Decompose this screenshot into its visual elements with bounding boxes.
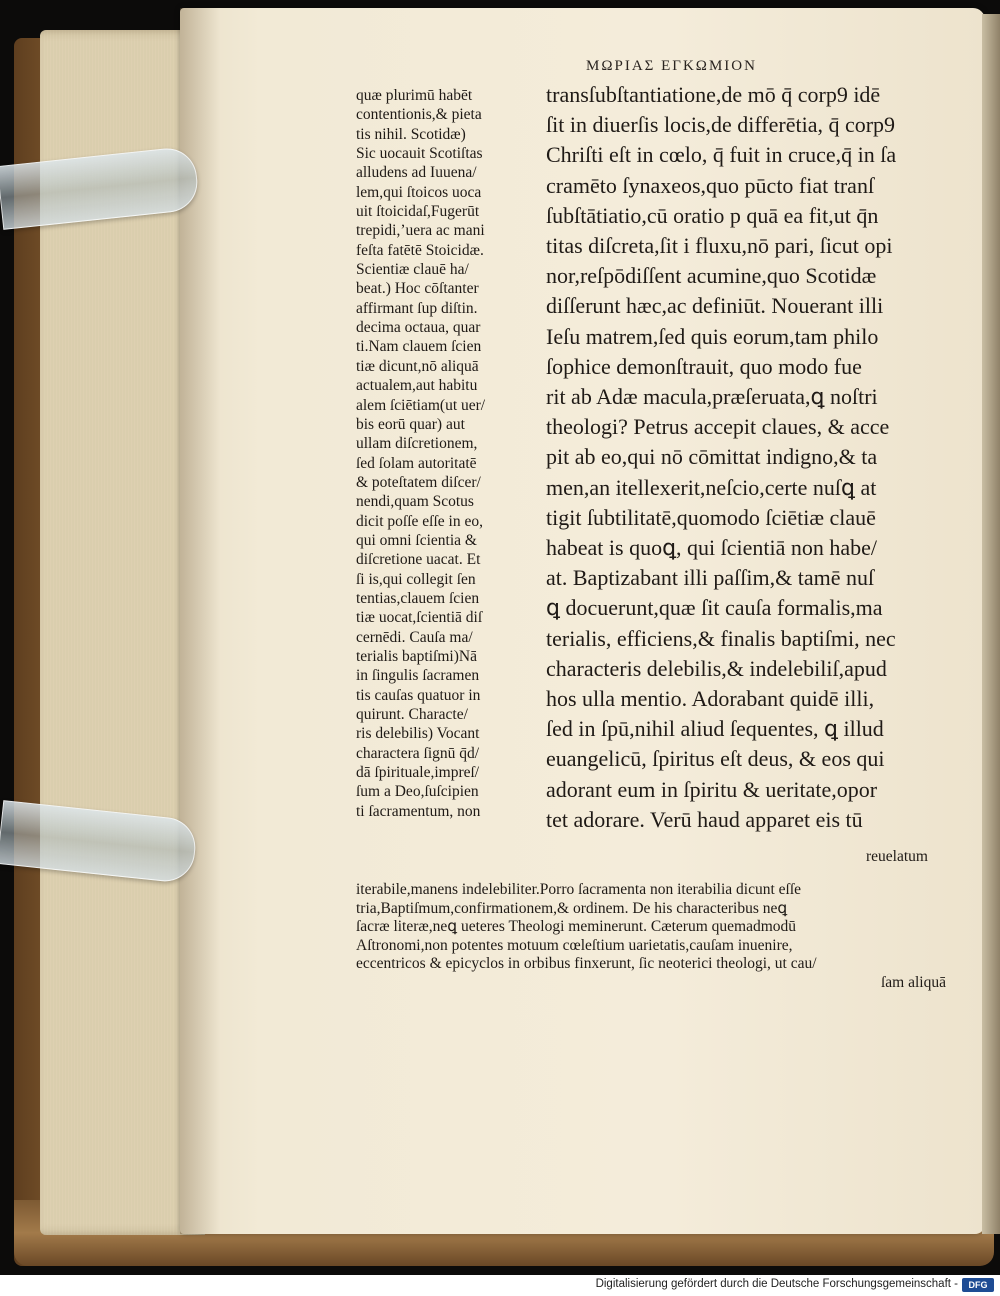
main-text-line: Chriſti eſt in cœlo, q̄ fuit in cruce,q̄ in ſa [546,142,897,168]
main-text [546,80,896,835]
footer-bar [0,1275,1000,1296]
bottom-note-line: ſam aliquā [881,973,946,991]
main-text-line: rit ab Adæ macula,præſeruata,ꝗ noſtri [546,384,878,410]
side-note-line: cernēdi. Cauſa ma/ [356,628,473,646]
main-text-line: characteris delebilis,& indelebiliſ,apud [546,655,887,681]
main-text-line: adorant eum in ſpiritu & ueritate,opor [546,776,878,802]
bottom-note-line: iterabile,manens indelebiliter.Porro ſacramenta non iterabilia dicunt eſſe [356,881,802,898]
main-text-line: at. Baptizabant illi paſſim,& tamē nuſ [546,565,875,591]
side-note-line: ris delebilis) Vocant [356,725,480,743]
side-note-line: ti.Nam clauem ſcien [356,338,482,356]
side-note-line: bis eorū quar) aut [356,415,465,433]
side-note-line: Sic uocauit Scotiſtas [356,145,483,163]
side-note-line: tentias,clauem ſcien [356,589,480,607]
catchword: reuelatum [866,848,928,865]
main-text-line: theologi? Petrus accepit claues, & acce [546,414,890,440]
side-note-line: ſi is,qui collegit ſen [356,570,476,588]
bottom-notes [356,881,946,992]
bottom-note-line: Aſtronomi,non potentes motuum cœleſtium uarietatis,cauſam inuenire, [356,936,793,954]
side-note-line: diſcretione uacat. Et [356,551,481,569]
side-note-line: ti ſacramentum, non [356,802,481,820]
side-note-line: ſum a Deo,ſuſcipien [356,783,479,801]
main-text-line: ſubſtātiatio,cū oratio p quā ea fit,ut q̄n [546,202,879,228]
side-note-line: dicit poſſe eſſe in eo, [356,512,483,530]
bottom-note-line: ſacræ literæ,neꝗ ueteres Theologi meminerunt. Cæterum quemadmodū [356,918,797,935]
bottom-note-line: eccentricos & epicyclos in orbibus finxerunt, ſic neoterici theologi, ut cau/ [356,955,817,972]
side-note-line: Scientiæ clauē ha/ [356,261,469,279]
main-text-line: cramēto ſynaxeos,quo pūcto fiat tranſ [546,172,875,198]
main-text-line: transſubſtantiatione,de mō q̄ corp9 idē [546,82,881,107]
side-notes [356,86,485,821]
side-note-line: beat.) Hoc cōſtanter [356,280,479,298]
main-text-line: titas diſcreta,ſit i fluxu,nō pari, ſicut opi [546,233,893,259]
main-text-line: ꝗ docuerunt,quæ ſit cauſa formalis,ma [546,595,883,621]
side-note-line: quirunt. Characte/ [356,706,468,723]
side-note-line: quæ plurimū habēt [356,87,473,104]
main-text-line: men,an itellexerit,neſcio,certe nuſꝗ at [546,474,877,500]
side-note-line: charactera ſignū q̄d/ [356,744,480,762]
main-text-line: ſed in ſpū,nihil aliud ſequentes, ꝗ illud [546,716,884,742]
main-text-line: Ieſu matrem,ſed quis eorum,tam philo [546,323,879,349]
side-note-line: actualem,aut habitu [356,377,478,395]
side-note-line: uit ſtoicidaſ,Fugerūt [356,203,480,221]
side-note-line: trepidi,ʼuera ac mani [356,222,485,240]
side-note-line: tis nihil. Scotidæ) [356,125,466,143]
side-note-line: lem,qui ſtoicos uoca [356,183,482,201]
main-text-line: tet adorare. Verū haud apparet eis tū [546,806,863,832]
side-note-line: nendi,quam Scotus [356,493,474,511]
main-text-line: habeat is quoꝗ, qui ſcientiā non habe/ [546,535,878,561]
side-note-line: terialis baptiſmi)Nā [356,647,477,665]
side-note-line: decima octaua, quar [356,319,481,337]
side-note-line: qui omni ſcientia & [356,531,477,549]
dfg-logo-icon: DFG [962,1278,994,1292]
side-note-line: alludens ad Iuuena/ [356,164,477,182]
side-note-line: tiæ uocat,ſcientiā diſ [356,609,483,627]
main-text-line: hos ulla mentio. Adorabant quidē illi, [546,686,875,712]
funding-credit: Digitalisierung gefördert durch die Deutsche Forschungsgemeinschaft - [595,1278,958,1290]
page-right-edge [982,14,1000,1234]
bottom-note-line: tria,Baptiſmum,confirmationem,& ordinem. De his characteribus neꝗ [356,899,788,917]
main-text-line: tigit ſubtilitatē,quomodo ſciētiæ clauē [546,504,876,530]
side-note-line: tis cauſas quatuor in [356,686,481,704]
side-note-line: in ſingulis ſacramen [356,667,480,685]
main-text-line: ſit in diuerſis locis,de differētia, q̄ corp9 [546,112,896,138]
main-text-line: euangelicū, ſpiritus eſt deus, & eos qui [546,746,885,772]
main-text-line: diſſerunt hæc,ac definiūt. Nouerant illi [546,293,884,319]
side-note-line: ſed ſolam autoritatē [356,454,477,472]
side-note-line: tiæ dicunt,nō aliquā [356,357,479,375]
side-note-line: contentionis,& pieta [356,106,482,124]
side-note-line: dā ſpirituale,impreſ/ [356,764,480,782]
side-note-line: ullam diſcretionem, [356,435,478,453]
side-note-line: & poteſtatem diſcer/ [356,473,481,491]
main-text-line: ſophice demonſtrauit, quo modo fue [546,353,862,379]
main-text-line: terialis, efficiens,& finalis baptiſmi, nec [546,625,896,651]
main-text-line: pit ab eo,qui nō cōmittat indigno,& ta [546,444,878,470]
side-note-line: affirmant ſup diſtin. [356,299,478,317]
side-note-line: feſta fatētē Stoicidæ. [356,241,484,259]
side-note-line: alem ſciētiam(ut uer/ [356,396,486,414]
main-text-line: nor,reſpōdiſſent acumine,quo Scotidæ [546,263,877,289]
running-head: ΜΩΡΙΑΣ ΕΓΚΩΜΙΟΝ [586,58,757,74]
